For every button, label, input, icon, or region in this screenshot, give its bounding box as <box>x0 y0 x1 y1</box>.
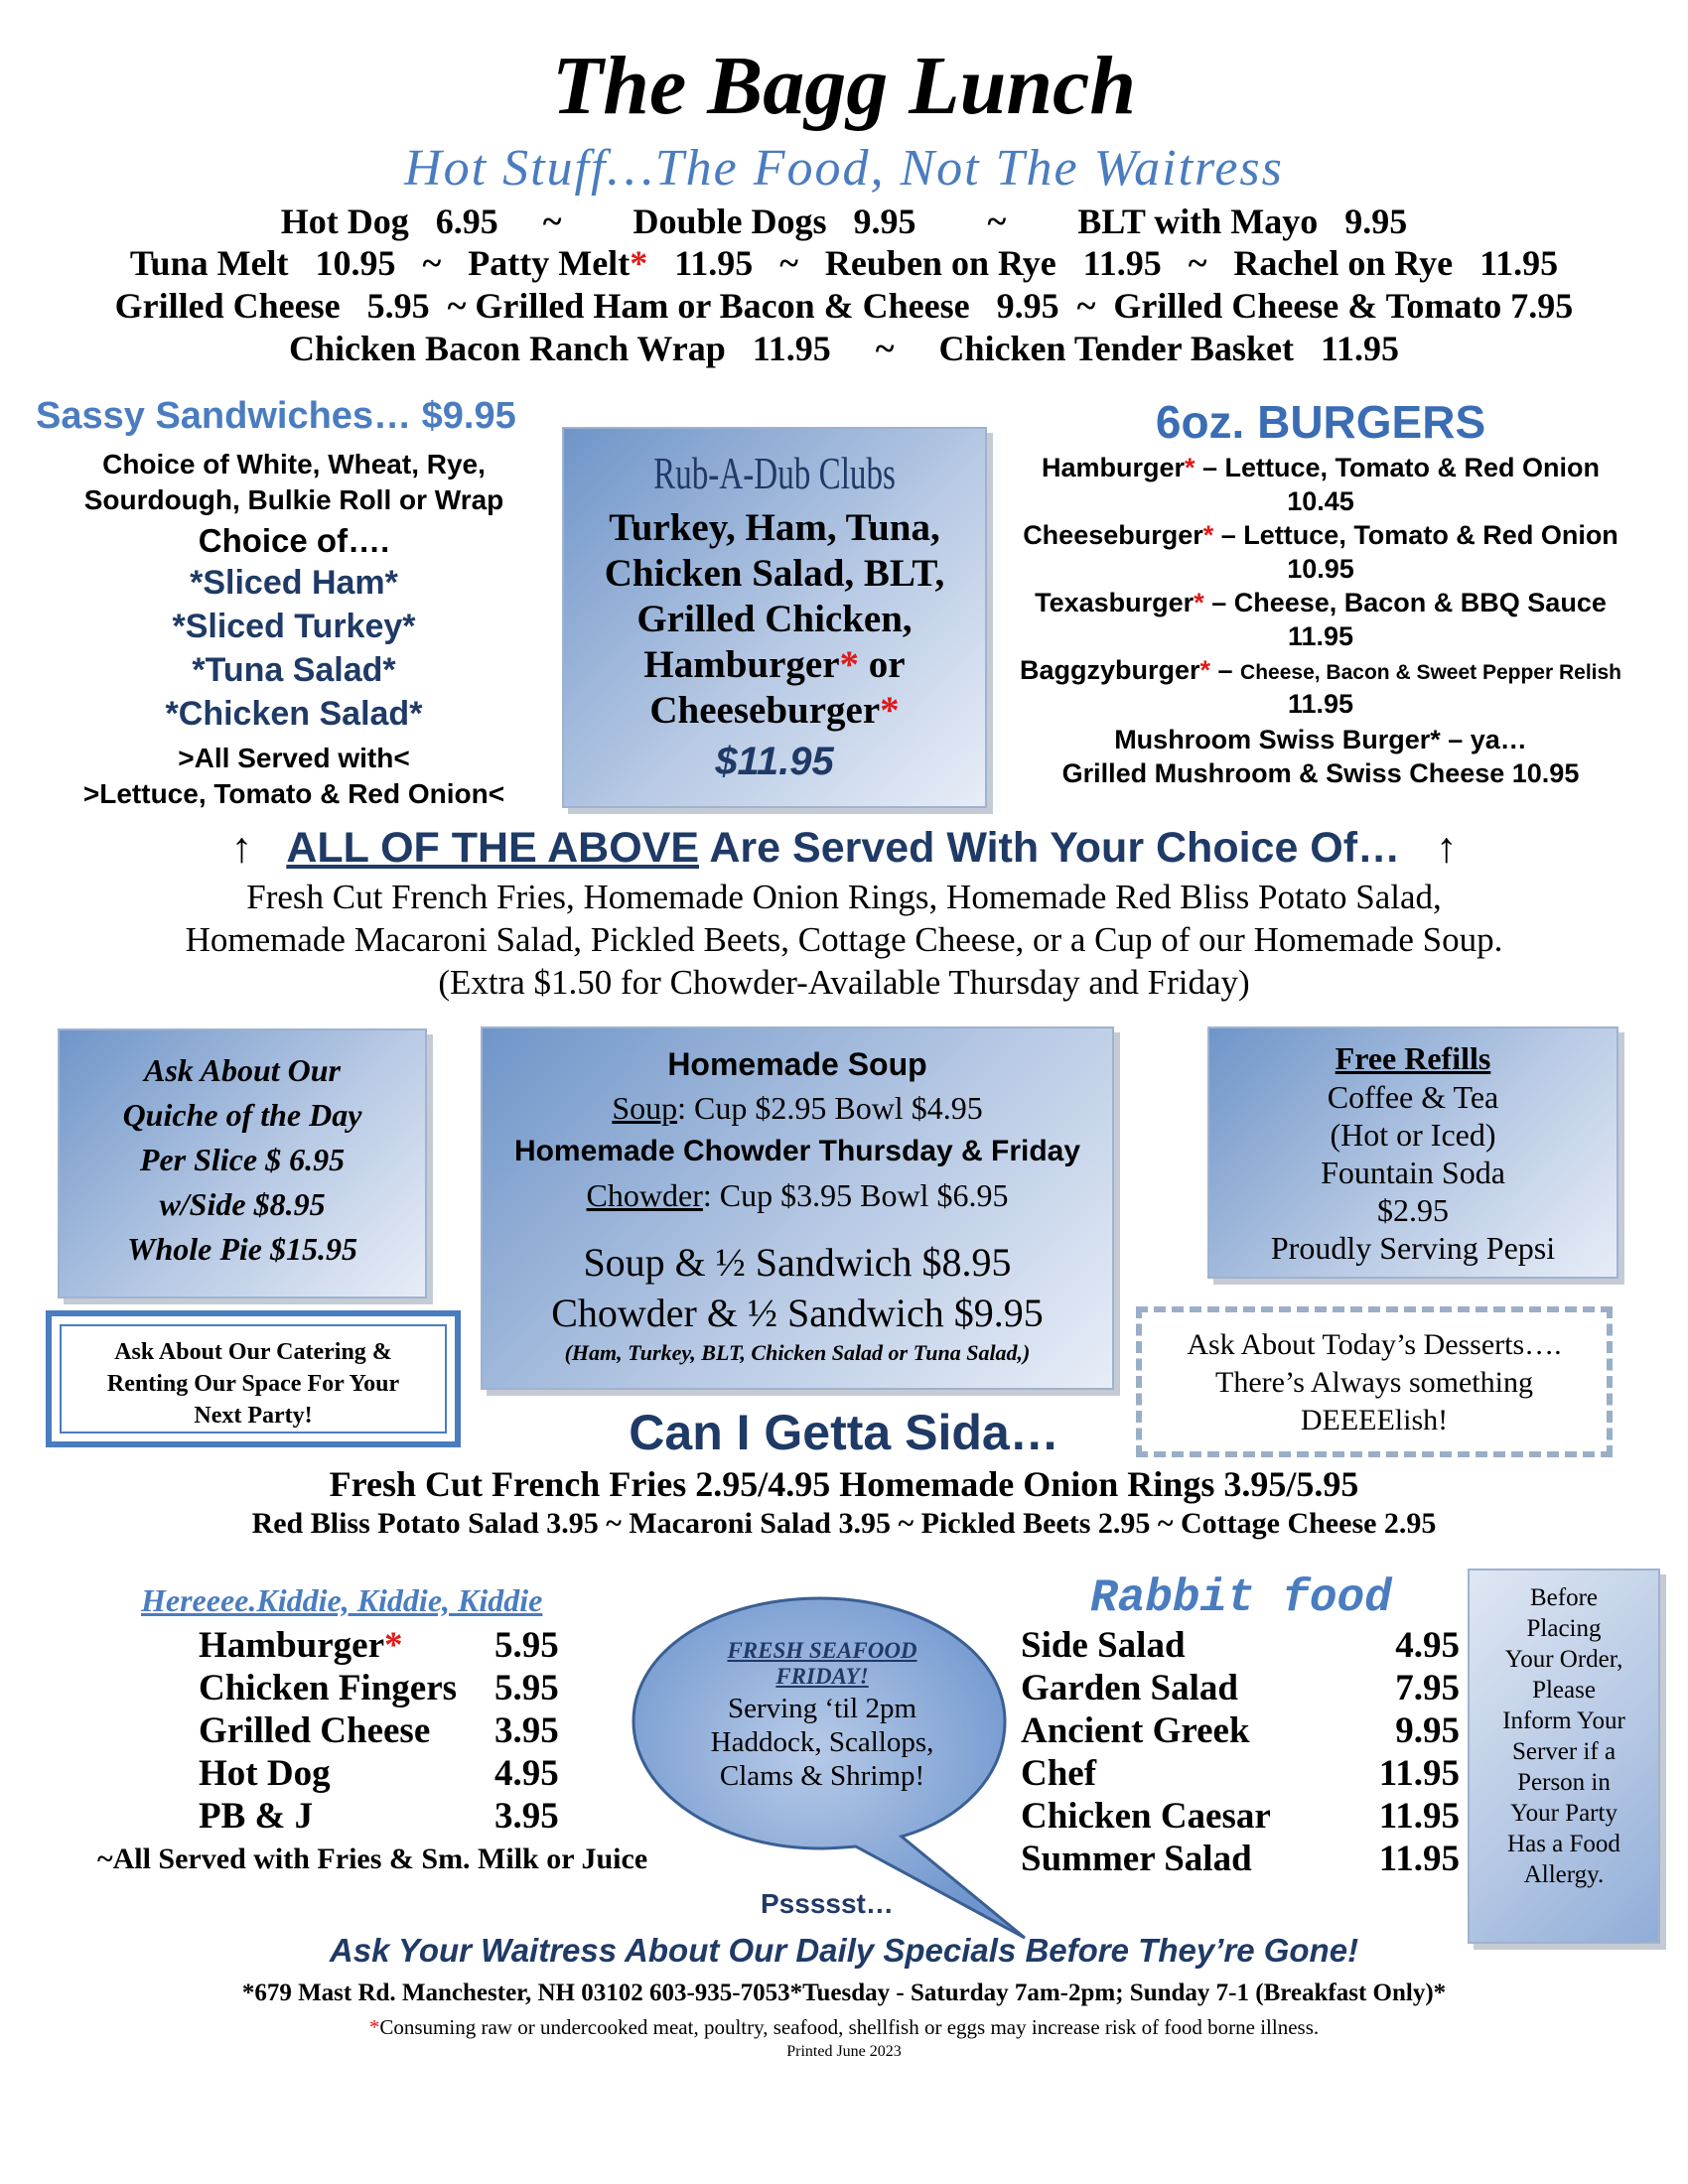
kiddie-price: 4.95 <box>494 1753 559 1794</box>
top-items-line-3: Grilled Cheese 5.95 ~ Grilled Ham or Bacon & Cheese 9.95 ~ Grilled Cheese & Tomato 7.95 <box>114 286 1574 326</box>
refills-line: $2.95 <box>1377 1192 1449 1228</box>
salad-price: 11.95 <box>1378 1796 1460 1837</box>
clubs-title: Rub-A-Dub Clubs <box>653 448 896 498</box>
combo-note: (Ham, Turkey, BLT, Chicken Salad or Tuna Salad,) <box>564 1340 1031 1365</box>
rabbit-food-title: Rabbit food <box>1090 1572 1392 1624</box>
salad-item: Summer Salad <box>1021 1839 1252 1879</box>
homemade-soup-box <box>481 1026 1114 1390</box>
allergy-line: Inform Your <box>1502 1707 1625 1734</box>
desserts-line: DEEEElish! <box>1300 1404 1449 1436</box>
chowder-title: Homemade Chowder Thursday & Friday <box>513 1135 1081 1167</box>
burger-item: Hamburger* – Lettuce, Tomato & Red Onion <box>1041 453 1601 482</box>
clubs-line-1: Turkey, Ham, Tuna, <box>609 506 940 549</box>
side-choices-line-2: Homemade Macaroni Salad, Pickled Beets, Cottage Cheese, or a Cup of our Homemade Soup. <box>185 920 1503 959</box>
clubs-line-2: Chicken Salad, BLT, <box>604 552 945 595</box>
burger-item: Texasburger* – Cheese, Bacon & BBQ Sauce <box>1035 588 1607 617</box>
refills-title: Free Refills <box>1335 1040 1491 1076</box>
salad-price: 4.95 <box>1395 1625 1460 1666</box>
catering-line: Next Party! <box>194 1403 313 1429</box>
refills-line: Proudly Serving Pepsi <box>1270 1230 1556 1266</box>
sassy-item: *Sliced Ham* <box>190 564 398 602</box>
soup-sandwich-combo: Soup & ½ Sandwich $8.95 <box>583 1240 1012 1285</box>
side-choices-line-3: (Extra $1.50 for Chowder-Available Thursday and Friday) <box>438 963 1250 1002</box>
getta-sida-title: Can I Getta Sida… <box>629 1405 1059 1460</box>
chowder-prices: Chowder: Cup $3.95 Bowl $6.95 <box>586 1177 1009 1213</box>
allergy-line: Server if a <box>1511 1738 1617 1765</box>
kiddie-price: 3.95 <box>494 1710 559 1751</box>
sassy-served-line-1: >All Served with< <box>178 743 410 773</box>
sassy-bread-line-2: Sourdough, Bulkie Roll or Wrap <box>83 484 504 515</box>
salad-price: 11.95 <box>1378 1753 1460 1794</box>
burgers-title: 6oz. BURGERS <box>1155 396 1486 448</box>
allergy-line: Allergy. <box>1523 1861 1605 1888</box>
burger-item: Cheeseburger* – Lettuce, Tomato & Red Onion <box>1023 520 1618 550</box>
sassy-item: *Tuna Salad* <box>192 651 396 689</box>
sida-line-1: Fresh Cut French Fries 2.95/4.95 Homemade Onion Rings 3.95/5.95 <box>329 1464 1359 1504</box>
side-choices-line-1: Fresh Cut French Fries, Homemade Onion Rings, Homemade Red Bliss Potato Salad, <box>246 878 1442 916</box>
salad-item: Chicken Caesar <box>1021 1796 1271 1837</box>
clubs-line-5: Cheeseburger* <box>649 689 900 732</box>
kiddie-price: 3.95 <box>494 1796 559 1837</box>
clubs-line-4: Hamburger* or <box>643 643 906 686</box>
mushroom-burger-line-1: Mushroom Swiss Burger* – ya… <box>1114 725 1527 754</box>
kiddie-item: Chicken Fingers <box>199 1668 458 1708</box>
refills-line: Coffee & Tea <box>1327 1079 1499 1115</box>
allergy-line: Placing <box>1526 1615 1602 1642</box>
sassy-bread-line-1: Choice of White, Wheat, Rye, <box>102 449 486 479</box>
seafood-title-2: FRIDAY! <box>775 1664 869 1689</box>
catering-line: Renting Our Space For Your <box>106 1371 400 1397</box>
quiche-line: Whole Pie $15.95 <box>127 1231 357 1267</box>
up-arrow-icon: ↑ <box>230 824 253 872</box>
burger-price: 11.95 <box>1287 621 1354 651</box>
seafood-title-1: FRESH SEAFOOD <box>727 1638 917 1663</box>
salad-item: Ancient Greek <box>1021 1710 1250 1751</box>
sassy-item: *Chicken Salad* <box>165 695 423 733</box>
free-refills-box <box>1207 1026 1618 1279</box>
clubs-line-3: Grilled Chicken, <box>636 598 913 640</box>
seafood-line: Clams & Shrimp! <box>719 1760 925 1792</box>
top-items-line-2: Tuna Melt 10.95 ~ Patty Melt* 11.95 ~ Reuben on Rye 11.95 ~ Rachel on Rye 11.95 <box>129 243 1559 283</box>
sassy-sandwiches-title: Sassy Sandwiches… $9.95 <box>36 395 516 437</box>
allergy-line: Your Order, <box>1504 1646 1623 1673</box>
daily-specials-text: Ask Your Waitress About Our Daily Specials Before They’re Gone! <box>329 1932 1359 1969</box>
burger-price: 10.45 <box>1287 486 1354 516</box>
seafood-line: Serving ‘til 2pm <box>727 1693 917 1724</box>
sida-line-2: Red Bliss Potato Salad 3.95 ~ Macaroni Salad 3.95 ~ Pickled Beets 2.95 ~ Cottage Cheese 2.95 <box>251 1507 1437 1540</box>
sassy-choice-label: Choice of…. <box>198 522 390 559</box>
chowder-sandwich-combo: Chowder & ½ Sandwich $9.95 <box>551 1291 1044 1335</box>
desserts-line: There’s Always something <box>1215 1366 1533 1399</box>
sassy-item: *Sliced Turkey* <box>172 608 416 645</box>
allergy-line: Has a Food <box>1507 1831 1620 1857</box>
quiche-line: Quiche of the Day <box>122 1097 362 1133</box>
top-items-line-4: Chicken Bacon Ranch Wrap 11.95 ~ Chicken Tender Basket 11.95 <box>289 329 1399 368</box>
salad-item: Garden Salad <box>1021 1668 1238 1708</box>
kiddie-item: Hamburger* <box>199 1625 403 1666</box>
printed-date: Printed June 2023 <box>786 2043 902 2060</box>
refills-line: Fountain Soda <box>1321 1155 1505 1190</box>
sassy-served-line-2: >Lettuce, Tomato & Red Onion< <box>82 778 505 809</box>
quiche-box <box>58 1028 427 1298</box>
kiddie-item: Hot Dog <box>199 1753 331 1794</box>
pssst-text: Pssssst… <box>761 1888 894 1919</box>
allergy-line: Please <box>1532 1677 1596 1704</box>
salad-item: Side Salad <box>1021 1625 1186 1666</box>
allergy-line: Your Party <box>1510 1800 1618 1827</box>
address-hours: *679 Mast Rd. Manchester, NH 03102 603-935-7053*Tuesday - Saturday 7am-2pm; Sunday 7-1 (Breakfast Only)* <box>241 1979 1447 2006</box>
seafood-line: Haddock, Scallops, <box>710 1726 934 1758</box>
kiddie-price: 5.95 <box>494 1625 559 1666</box>
kiddie-note: ~All Served with Fries & Sm. Milk or Juice <box>97 1843 648 1875</box>
up-arrow-icon: ↑ <box>1435 824 1458 872</box>
kiddie-price: 5.95 <box>494 1668 559 1708</box>
catering-line: Ask About Our Catering & <box>114 1339 392 1365</box>
burger-item: Baggzyburger* – Cheese, Bacon & Sweet Pepper Relish <box>1019 655 1622 685</box>
salad-price: 7.95 <box>1395 1668 1460 1708</box>
clubs-price: $11.95 <box>715 740 834 783</box>
quiche-line: w/Side $8.95 <box>159 1186 326 1222</box>
salad-price: 11.95 <box>1378 1839 1460 1879</box>
burger-price: 11.95 <box>1287 689 1354 719</box>
kiddie-item: PB & J <box>199 1796 314 1837</box>
rub-a-dub-clubs-box <box>562 427 987 808</box>
menu-title: The Bagg Lunch <box>551 40 1137 132</box>
soup-prices: Soup: Cup $2.95 Bowl $4.95 <box>612 1090 983 1126</box>
kiddie-item: Grilled Cheese <box>199 1710 431 1751</box>
burger-price: 10.95 <box>1287 554 1354 584</box>
refills-line: (Hot or Iced) <box>1330 1117 1496 1153</box>
top-items-line-1: Hot Dog 6.95 ~ Double Dogs 9.95 ~ BLT with Mayo 9.95 <box>280 202 1408 241</box>
food-safety-disclaimer: *Consuming raw or undercooked meat, poultry, seafood, shellfish or eggs may increase risk of food borne illness. <box>368 2015 1320 2039</box>
kiddie-title: Hereeee.Kiddie, Kiddie, Kiddie <box>141 1582 543 1618</box>
quiche-line: Ask About Our <box>144 1052 341 1088</box>
all-of-the-above-heading: ↑ ALL OF THE ABOVE Are Served With Your Choice Of… ↑ <box>230 824 1458 872</box>
salad-item: Chef <box>1021 1753 1097 1794</box>
allergy-line: Before <box>1529 1584 1599 1611</box>
allergy-line: Person in <box>1517 1769 1611 1796</box>
mushroom-burger-line-2: Grilled Mushroom & Swiss Cheese 10.95 <box>1061 758 1580 788</box>
soup-title: Homemade Soup <box>667 1046 927 1082</box>
allergy-box <box>1468 1569 1660 1944</box>
salad-price: 9.95 <box>1395 1710 1460 1751</box>
menu-tagline: Hot Stuff…The Food, Not The Waitress <box>404 140 1284 197</box>
quiche-line: Per Slice $ 6.95 <box>139 1142 346 1177</box>
desserts-line: Ask About Today’s Desserts…. <box>1187 1328 1562 1361</box>
